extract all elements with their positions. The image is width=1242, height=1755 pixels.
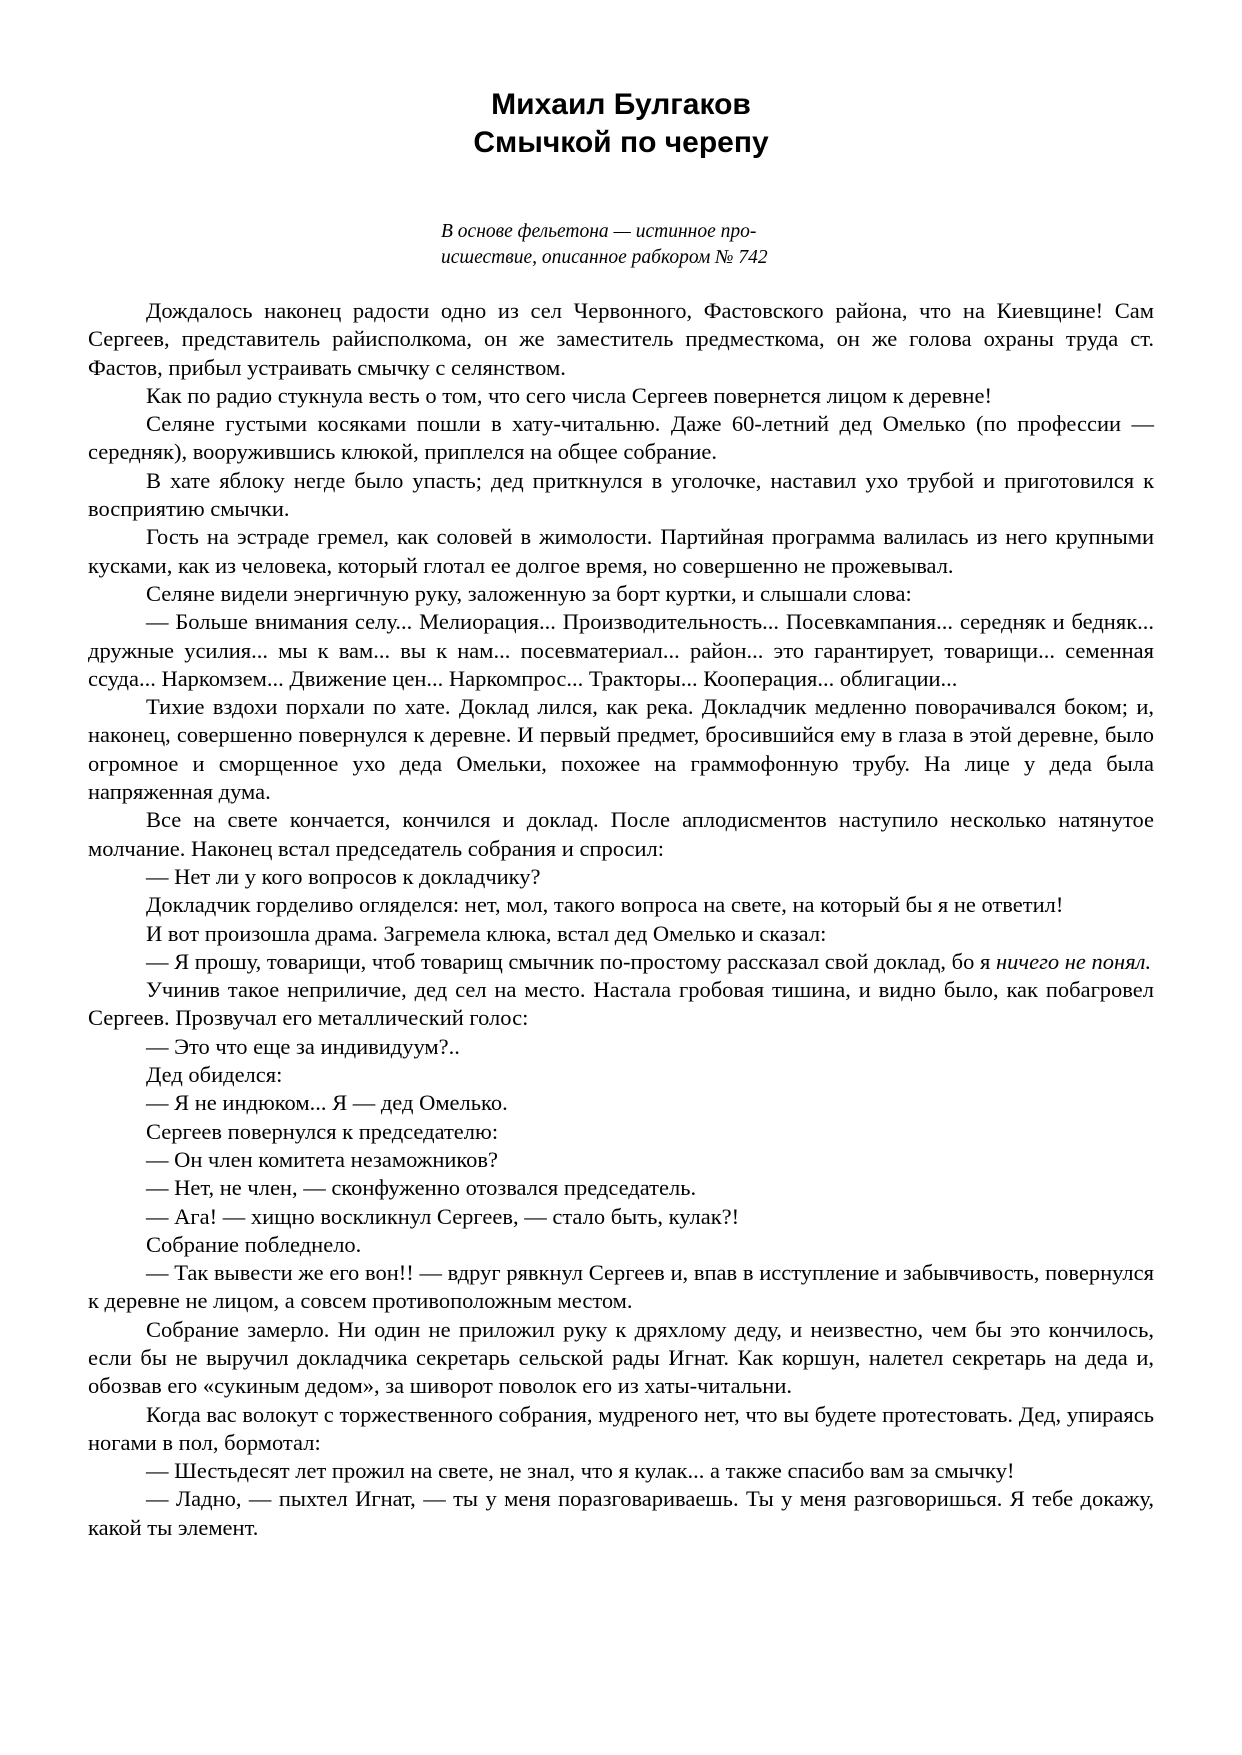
- epigraph: [441, 219, 861, 271]
- title-block: [0, 86, 1242, 162]
- body-text: [88, 297, 1154, 1542]
- paragraph: — Шестьдесят лет прожил на свете, не знал, что я кулак... а также спасибо вам за смычку!: [146, 1458, 1015, 1484]
- paragraph: Докладчик горделиво огляделся: нет, мол, такого вопроса на свете, на который бы я не ответил!: [146, 892, 1064, 918]
- paragraph: — Он член комитета незаможников?: [146, 1146, 499, 1172]
- paragraph: Сергеев повернулся к председателю:: [146, 1118, 499, 1144]
- paragraph-omelko-speech: [88, 948, 1154, 976]
- paragraph: Гость на эстраде гремел, как соловей в жимолости. Партийная программа валилась из него крупными кусками, как из человека, который глотал ее долгое время, но совершенно не прожевывал.: [88, 524, 1154, 578]
- paragraph: — Ага! — хищно воскликнул Сергеев, — стало быть, кулак?!: [146, 1203, 740, 1229]
- paragraph: Селяне видели энергичную руку, заложенную за борт куртки, и слышали слова:: [146, 580, 912, 606]
- paragraph: И вот произошла драма. Загремела клюка, встал дед Омелько и сказал:: [146, 920, 827, 946]
- paragraph: Как по радио стукнула весть о том, что сего числа Сергеев повернется лицом к деревне!: [146, 382, 992, 408]
- paragraph: — Нет, не член, — сконфуженно отозвался председатель.: [146, 1175, 697, 1201]
- paragraph: Собрание побледнело.: [146, 1231, 362, 1257]
- author-name: Михаил Булгаков: [491, 88, 751, 121]
- epigraph-line: исшествие, описанное рабкором № 742: [441, 247, 768, 268]
- paragraph: В хате яблоку негде было упасть; дед приткнулся в уголочке, наставил ухо трубой и приготовился к восприятию смычки.: [88, 467, 1154, 522]
- paragraph: Селяне густыми косяками пошли в хату-читальню. Даже 60-летний дед Омелько (по профессии — середняк), вооружившись клюкой, приплелся на общее собрание.: [88, 411, 1154, 465]
- paragraph: Учинив такое неприличие, дед сел на место. Настала гробовая тишина, и видно было, как побагровел Сергеев. Прозвучал его металлический голос:: [88, 977, 1154, 1031]
- omelko-speech-text: — Я прошу, товарищи, чтоб товарищ смычник по-простому рассказал свой доклад, бо я: [146, 948, 996, 974]
- paragraph: — Ладно, — пыхтел Игнат, — ты у меня поразговариваешь. Ты у меня разговоришься. Я тебе докажу, какой ты элемент.: [88, 1486, 1154, 1540]
- paragraph: — Больше внимания селу... Мелиорация... Производительность... Посевкампания... середняк и бедняк... дружные усилия... мы к вам... вы к нам... посевматериал... район... это гарантирует, товарищи... семенная ссуда... Наркомзем... Движение цен... Наркомпрос... Тракторы... Кооперация... облигации...: [88, 609, 1154, 691]
- paragraph: Собрание замерло. Ни один не приложил руку к дряхлому деду, и неизвестно, чем бы это кончилось, если бы не выручил докладчика секретарь сельской рады Игнат. Как коршун, налетел секретарь на деда и, обозвав его «сукиным дедом», за шиворот поволок его из хаты-читальни.: [88, 1316, 1154, 1399]
- paragraph: — Так вывести же его вон!! — вдруг рявкнул Сергеев и, впав в исступление и забывчивость, повернулся к деревне не лицом, а совсем противоположным местом.: [88, 1260, 1154, 1314]
- paragraph: — Я не индюком... Я — дед Омелько.: [146, 1090, 508, 1116]
- paragraph: — Это что еще за индивидуум?..: [146, 1033, 460, 1059]
- paragraph: Когда вас волокут с торжественного собрания, мудреного нет, что вы будете протестовать. Дед, упираясь ногами в пол, бормотал:: [88, 1401, 1154, 1455]
- paragraph: — Нет ли у кого вопросов к докладчику?: [146, 863, 541, 889]
- paragraph: Дождалось наконец радости одно из сел Червонного, Фастовского района, что на Киевщине! Сам Сергеев, представитель райисполкома, он же заместитель предместкома, он же голова охраны труда ст. Фастов, прибыл устраивать смычку с селянством.: [88, 298, 1154, 380]
- paragraph: Тихие вздохи порхали по хате. Доклад лился, как река. Докладчик медленно поворачивался боком; и, наконец, совершенно повернулся к деревне. И первый предмет, бросившийся ему в глаза в этой деревне, было огромное и сморщенное ухо деда Омельки, похожее на граммофонную трубу. На лице у деда была напряженная дума.: [88, 694, 1154, 805]
- epigraph-line: В основе фельетона — истинное про-: [441, 221, 757, 242]
- omelko-speech-italic: ничего не понял.: [995, 948, 1152, 974]
- paragraph: Дед обиделся:: [146, 1062, 283, 1088]
- paragraph: Все на свете кончается, кончился и доклад. После аплодисментов наступило несколько натянутое молчание. Наконец встал председатель собрания и спросил:: [88, 807, 1154, 861]
- story-title: Смычкой по черепу: [473, 126, 769, 159]
